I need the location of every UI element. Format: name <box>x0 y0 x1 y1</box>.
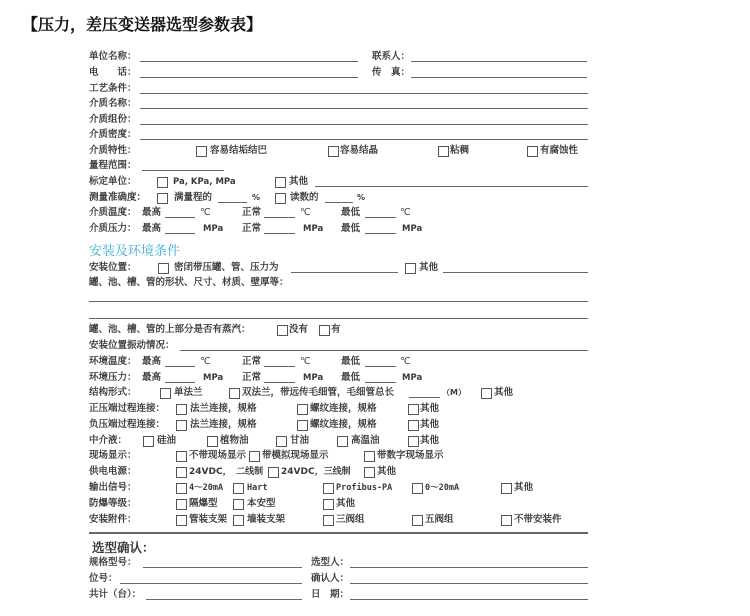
checkbox[interactable] <box>297 420 308 431</box>
checkbox[interactable] <box>268 467 279 478</box>
unit: （M） <box>442 388 466 397</box>
label: 传 真： <box>372 67 411 78</box>
option-label: 隔爆型 <box>189 498 218 509</box>
label: 环境温度： <box>89 356 137 367</box>
option-label: 其他 <box>336 498 356 509</box>
label: 最低 <box>341 207 361 218</box>
unit: ℃ <box>300 356 311 367</box>
row-fill-fluid <box>0 434 750 448</box>
checkbox[interactable] <box>408 436 419 447</box>
label: 供电电源： <box>89 466 137 477</box>
unit: ℃ <box>400 207 411 218</box>
label: 确认人： <box>311 573 350 584</box>
checkbox[interactable] <box>408 420 419 431</box>
checkbox[interactable] <box>323 499 334 510</box>
fullscale-pct-field[interactable] <box>218 202 247 203</box>
checkbox[interactable] <box>337 436 348 447</box>
label: 选型人： <box>311 557 350 568</box>
option-label: 法兰连接，规格 <box>190 419 257 430</box>
unit: ℃ <box>200 207 211 218</box>
option-label: Hart <box>247 483 268 493</box>
checkbox[interactable] <box>157 177 168 188</box>
unit: ℃ <box>300 207 311 218</box>
label: 标定单位： <box>89 176 137 187</box>
section-heading-install: 安装及环境条件 <box>89 244 181 259</box>
medium-density-field[interactable] <box>140 139 588 140</box>
option-label: 单法兰 <box>174 387 203 398</box>
company-field[interactable] <box>140 61 358 62</box>
option-label: 其他 <box>420 435 440 446</box>
checkbox[interactable] <box>328 146 339 157</box>
checkbox[interactable] <box>408 404 419 415</box>
label: 防爆等级： <box>89 498 137 509</box>
label: 测量准确度： <box>89 192 147 203</box>
row-power <box>0 465 750 479</box>
row-medium-press <box>0 222 750 236</box>
checkbox[interactable] <box>176 420 187 431</box>
checkbox[interactable] <box>207 436 218 447</box>
checkbox[interactable] <box>481 388 492 399</box>
unit-other-field[interactable] <box>315 186 588 187</box>
option-label: Profibus-PA <box>336 483 393 493</box>
row-medium-comp <box>0 113 750 127</box>
option-label: 其他 <box>420 403 440 414</box>
process-field[interactable] <box>140 93 588 94</box>
selector-field[interactable] <box>350 567 588 568</box>
checkbox[interactable] <box>364 467 375 478</box>
option-label: 螺纹连接，规格 <box>310 403 377 414</box>
unit: MPa <box>402 373 423 383</box>
row-display <box>0 449 750 463</box>
checkbox[interactable] <box>276 436 287 447</box>
row-medium-prop <box>0 144 750 158</box>
qty-field[interactable] <box>146 599 302 600</box>
label: 电 话： <box>89 67 137 78</box>
label: 介质名称： <box>89 98 137 109</box>
divider <box>89 532 588 534</box>
medium-name-field[interactable] <box>140 108 588 109</box>
unit: MPa <box>203 224 224 234</box>
checkbox[interactable] <box>160 388 171 399</box>
label: 最低 <box>341 356 361 367</box>
label: 介质特性： <box>89 145 137 156</box>
option-label: 不带安装件 <box>514 514 562 525</box>
checkbox[interactable] <box>323 515 334 526</box>
checkbox[interactable] <box>157 193 168 204</box>
option-label: 三阀组 <box>336 514 365 525</box>
max-field[interactable] <box>165 217 195 218</box>
min-field[interactable] <box>365 366 396 367</box>
option-label: 有 <box>331 324 341 335</box>
option-label: 其他 <box>420 419 440 430</box>
option-label: 密闭带压罐、管、压力为 <box>174 262 279 273</box>
form-title: 【压力，差压变送器选型参数表】 <box>22 15 263 34</box>
label: 介质温度： <box>89 207 137 218</box>
option-label: 读数的 <box>290 192 319 203</box>
label: 最高 <box>142 356 162 367</box>
label: 最高 <box>142 372 162 383</box>
unit: ℃ <box>400 356 411 367</box>
label: 最低 <box>341 223 361 234</box>
contact-field[interactable] <box>411 61 587 62</box>
row-qty <box>0 588 750 602</box>
option-label: 其他 <box>289 176 309 187</box>
checkbox[interactable] <box>176 515 187 526</box>
option-label: 0～20mA <box>425 483 460 493</box>
option-label: 其他 <box>377 466 397 477</box>
option-label: Pa, KPa, MPa <box>173 177 236 187</box>
label: 最高 <box>142 223 162 234</box>
shape-field-line-2[interactable] <box>89 318 588 319</box>
medium-comp-field[interactable] <box>140 124 588 125</box>
checkbox[interactable] <box>438 146 449 157</box>
option-label: 其他 <box>419 262 439 273</box>
row-structure <box>0 386 750 400</box>
label: 现场显示： <box>89 450 137 461</box>
row-process <box>0 82 750 96</box>
option-label: 五阀组 <box>425 514 454 525</box>
phone-field[interactable] <box>140 77 358 78</box>
row-unit <box>0 175 750 189</box>
checkbox[interactable] <box>527 146 538 157</box>
label: 正常 <box>242 223 262 234</box>
label: 罐、池、槽、管的形状、尺寸、材质、壁厚等： <box>89 277 289 288</box>
shape-field-line-1[interactable] <box>89 301 588 302</box>
option-label: 高温油 <box>351 435 380 446</box>
checkbox[interactable] <box>233 499 244 510</box>
checkbox[interactable] <box>501 483 512 494</box>
checkbox[interactable] <box>364 451 375 462</box>
row-ex-rating <box>0 497 750 511</box>
unit: % <box>252 193 261 202</box>
row-model <box>0 556 750 570</box>
row-range <box>0 159 750 173</box>
option-label: 容易结晶 <box>340 145 379 156</box>
row-install-position <box>0 261 750 275</box>
option-label: 没有 <box>289 324 309 335</box>
label: 日 期： <box>311 589 350 600</box>
max-field[interactable] <box>165 382 195 383</box>
checkbox[interactable] <box>319 325 330 336</box>
unit: MPa <box>402 224 423 234</box>
option-label: 24VDC，三线制 <box>281 467 351 477</box>
checkbox[interactable] <box>233 483 244 494</box>
normal-field[interactable] <box>264 382 295 383</box>
label: 位号： <box>89 573 118 584</box>
label: 单位名称： <box>89 51 137 62</box>
row-env-press <box>0 371 750 385</box>
model-field[interactable] <box>143 567 302 568</box>
option-label: 满量程的 <box>174 192 213 203</box>
range-field[interactable] <box>142 170 224 171</box>
label: 联系人： <box>372 51 411 62</box>
row-accessories <box>0 513 750 527</box>
row-pos-conn <box>0 402 750 416</box>
reading-pct-field[interactable] <box>325 202 353 203</box>
normal-field[interactable] <box>264 217 295 218</box>
label: 输出信号： <box>89 482 137 493</box>
checkbox[interactable] <box>176 499 187 510</box>
option-label: 不带现场显示 <box>189 450 247 461</box>
option-label: 管装支架 <box>189 514 228 525</box>
checkbox[interactable] <box>412 483 423 494</box>
label: 正压端过程连接： <box>89 403 166 414</box>
unit: % <box>357 193 366 202</box>
checkbox[interactable] <box>176 451 187 462</box>
unit: MPa <box>203 373 224 383</box>
label: 负压端过程连接： <box>89 419 166 430</box>
label: 量程范围： <box>89 160 137 171</box>
option-label: 本安型 <box>247 498 276 509</box>
label: 正常 <box>242 207 262 218</box>
checkbox[interactable] <box>297 404 308 415</box>
checkbox[interactable] <box>196 146 207 157</box>
checkbox[interactable] <box>501 515 512 526</box>
confirm-heading: 选型确认： <box>92 540 155 555</box>
max-field[interactable] <box>165 233 195 234</box>
row-vibration <box>0 339 750 353</box>
checkbox[interactable] <box>275 177 286 188</box>
tag-field[interactable] <box>120 583 302 584</box>
row-accuracy <box>0 191 750 205</box>
row-medium-density <box>0 128 750 142</box>
label: 中介液： <box>89 435 128 446</box>
label: 规格型号： <box>89 557 137 568</box>
label: 介质密度： <box>89 129 137 140</box>
min-field[interactable] <box>365 233 396 234</box>
normal-field[interactable] <box>264 366 295 367</box>
option-label: 24VDC， 二线制 <box>189 467 264 477</box>
option-label: 有腐蚀性 <box>540 145 579 156</box>
capillary-length-field[interactable] <box>409 397 440 398</box>
checkbox[interactable] <box>405 263 416 274</box>
row-steam <box>0 323 750 337</box>
unit: MPa <box>303 373 324 383</box>
position-other-field[interactable] <box>443 272 588 273</box>
checkbox[interactable] <box>323 483 334 494</box>
checkbox[interactable] <box>158 263 169 274</box>
confirmer-field[interactable] <box>350 583 588 584</box>
row-medium-name <box>0 97 750 111</box>
label: 结构形式： <box>89 387 137 398</box>
row-neg-conn <box>0 418 750 432</box>
row-medium-temp <box>0 206 750 220</box>
checkbox[interactable] <box>277 325 288 336</box>
row-output <box>0 481 750 495</box>
checkbox[interactable] <box>176 404 187 415</box>
option-label: 带模拟现场显示 <box>262 450 329 461</box>
checkbox[interactable] <box>176 483 187 494</box>
checkbox[interactable] <box>176 467 187 478</box>
max-field[interactable] <box>165 366 195 367</box>
date-field[interactable] <box>350 599 588 600</box>
option-label: 粘稠 <box>450 145 470 156</box>
label: 工艺条件： <box>89 83 137 94</box>
option-label: 螺纹连接，规格 <box>310 419 377 430</box>
row-tag <box>0 572 750 586</box>
option-label: 双法兰，带远传毛细管，毛细管总长 <box>242 387 395 398</box>
pressure-field[interactable] <box>291 272 398 273</box>
unit: MPa <box>303 224 324 234</box>
option-label: 墙装支架 <box>247 514 286 525</box>
label: 最高 <box>142 207 162 218</box>
label: 正常 <box>242 356 262 367</box>
label: 环境压力： <box>89 372 137 383</box>
checkbox[interactable] <box>412 515 423 526</box>
checkbox[interactable] <box>249 451 260 462</box>
option-label: 带数字现场显示 <box>377 450 444 461</box>
label: 最低 <box>341 372 361 383</box>
label: 介质压力： <box>89 223 137 234</box>
option-label: 4～20mA <box>189 483 224 493</box>
option-label: 容易结垢结巴 <box>210 145 268 156</box>
min-field[interactable] <box>365 382 396 383</box>
option-label: 甘油 <box>290 435 310 446</box>
min-field[interactable] <box>365 217 396 218</box>
fax-field[interactable] <box>411 77 587 78</box>
option-label: 其他 <box>514 482 534 493</box>
normal-field[interactable] <box>264 233 295 234</box>
row-phone <box>0 66 750 80</box>
checkbox[interactable] <box>229 388 240 399</box>
label: 介质组份： <box>89 114 137 125</box>
checkbox[interactable] <box>143 436 154 447</box>
option-label: 其他 <box>494 387 514 398</box>
checkbox[interactable] <box>233 515 244 526</box>
label: 罐、池、槽、管的上部分是否有蒸汽： <box>89 324 251 335</box>
option-label: 法兰连接，规格 <box>190 403 257 414</box>
label: 安装附件： <box>89 514 137 525</box>
checkbox[interactable] <box>275 193 286 204</box>
unit: ℃ <box>200 356 211 367</box>
label: 正常 <box>242 372 262 383</box>
option-label: 植物油 <box>220 435 249 446</box>
label: 共计（台）： <box>89 589 142 600</box>
label: 安装位置： <box>89 262 137 273</box>
vibration-field[interactable] <box>180 350 588 351</box>
row-shape <box>0 276 750 290</box>
option-label: 硅油 <box>157 435 177 446</box>
row-company <box>0 50 750 64</box>
label: 安装位置振动情况： <box>89 340 175 351</box>
row-env-temp <box>0 355 750 369</box>
